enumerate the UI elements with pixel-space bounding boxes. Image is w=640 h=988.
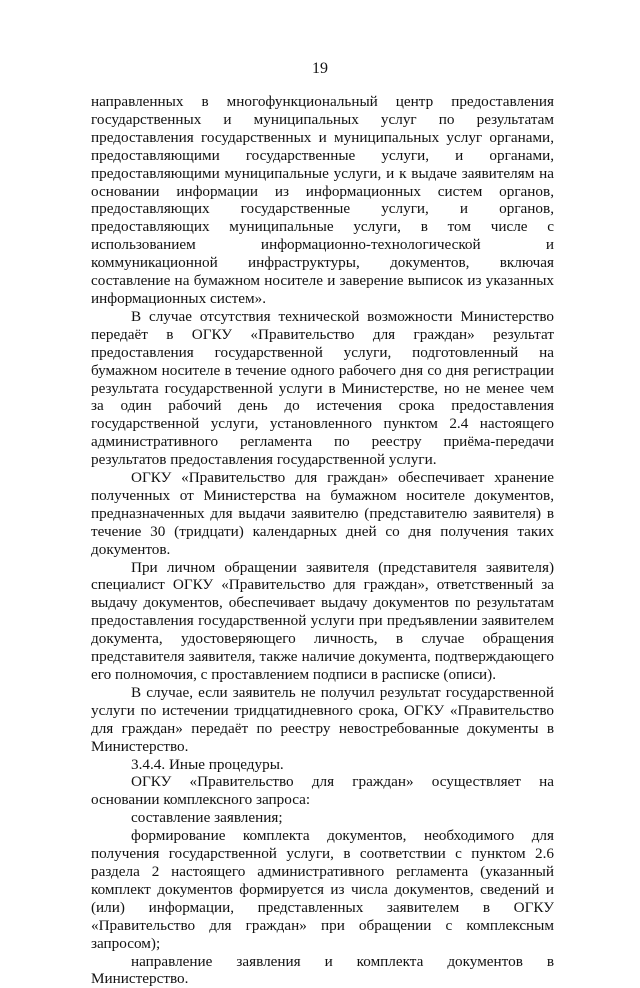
list-item-document-set: формирование комплекта документов, необходимого для получения государственной услуги, в соответствии с пунктом 2.6 раздела 2 настоящего административного регламента (указанный комплект документов формируется из числа документов, сведений и (или) информации, представленных заявителем в ОГКУ «Правительство для граждан» при обращении с комплексным запросом); [91, 827, 554, 952]
list-item-submission: направление заявления и комплекта документов в Министерство. [91, 953, 554, 988]
paragraph-technical-absence: В случае отсутствия технической возможности Министерство передаёт в ОГКУ «Правительство для граждан» результат предоставления государственной услуги, подготовленный на бумажном носителе в течение одного рабочего дня со дня регистрации результата государственной услуги в Министерстве, но не менее чем за один рабочий день до истечения срока предоставления государственной услуги, установленного пунктом 2.4 настоящего административного регламента по реестру приёма-передачи результатов предоставления государственной услуги. [91, 308, 554, 469]
paragraph-complex-request: ОГКУ «Правительство для граждан» осуществляет на основании комплексного запроса: [91, 773, 554, 809]
section-heading-other-procedures: 3.4.4. Иные процедуры. [91, 756, 554, 774]
page-number: 19 [0, 60, 640, 78]
document-body [91, 93, 554, 988]
paragraph-personal-appeal: При личном обращении заявителя (представителя заявителя) специалист ОГКУ «Правительство для граждан», ответственный за выдачу документов, обеспечивает выдачу документов по результатам предоставления государственной услуги при предъявлении заявителем документа, удостоверяющего личность, в случае обращения представителя заявителя, также наличие документа, подтверждающего его полномочия, с проставлением подписи в расписке (описи). [91, 559, 554, 684]
paragraph-continuation: направленных в многофункциональный центр предоставления государственных и муниципальных услуг по результатам предоставления государственных и муниципальных услуг органами, предоставляющими государственные услуги, и органами, предоставляющими муниципальные услуги, и к выдаче заявителям на основании информации из информационных систем органов, предоставляющих государственные услуги, и органов, предоставляющих муниципальные услуги, в том числе с использованием информационно-технологической и коммуникационной инфраструктуры, документов, включая составление на бумажном носителе и заверение выписок из указанных информационных систем». [91, 93, 554, 308]
paragraph-unclaimed-documents: В случае, если заявитель не получил результат государственной услуги по истечении тридцатидневного срока, ОГКУ «Правительство для граждан» передаёт по реестру невостребованные документы в Министерство. [91, 684, 554, 756]
paragraph-document-storage: ОГКУ «Правительство для граждан» обеспечивает хранение полученных от Министерства на бумажном носителе документов, предназначенных для выдачи заявителю (представителю заявителя) в течение 30 (тридцати) календарных дней со дня получения таких документов. [91, 469, 554, 559]
list-item-application: составление заявления; [91, 809, 554, 827]
